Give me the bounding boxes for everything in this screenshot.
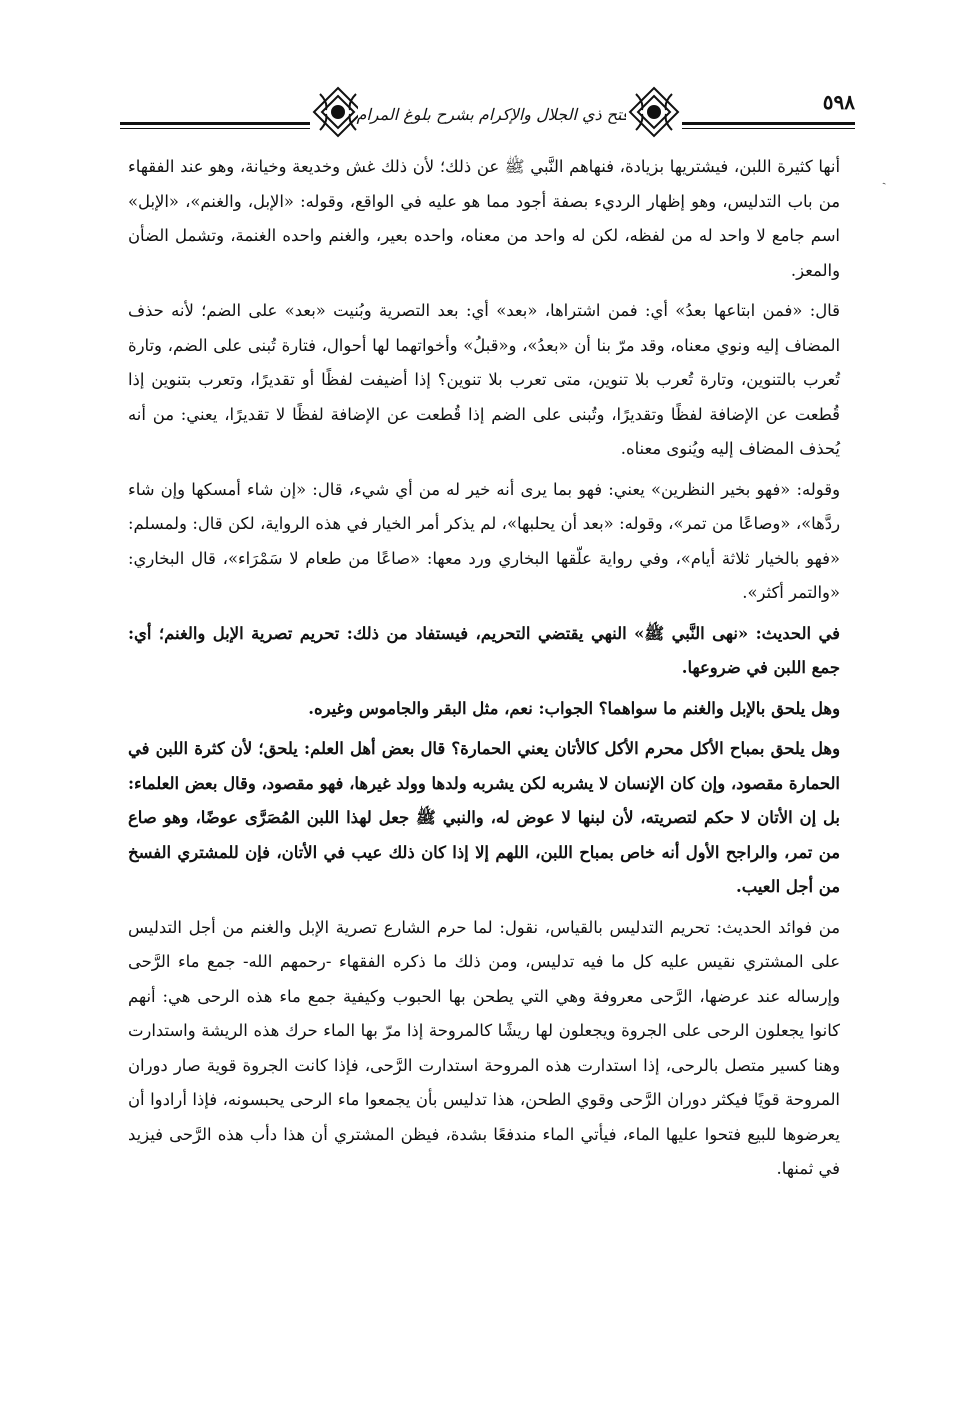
paragraph-1: أنها كثيرة اللبن، فيشتريها بزيادة، فنهاهم النَّبي ﷺ عن ذلك؛ لأن ذلك غش وخديعة وخيانة، وهو عند الفقهاء من باب التدليس، وهو إظهار الرديء بصفة أجود مما هو عليه في الواقع، وقوله: «الإبل، والغنم»، «الإبل» اسم جامع لا واحد له من لفظه، لكن له واحد من معناه، واحده بعير، والغنم واحده الغنمة، وتشمل الضأن والمعز. [128,157,840,280]
running-title-box [358,96,628,132]
paragraph-5: وهل يلحق بالإبل والغنم ما سواهما؟ الجواب: نعم، مثل البقر والجاموس وغيره. [308,698,840,718]
paragraph-2: قال: «فمن ابتاعها بعدُ» أي: فمن اشتراها، «بعد» أي: بعد التصرية وبُنيت «بعد» على الضم؛ لأنه حذف المضاف إليه ونوي معناه، وقد مرّ بنا أن «بعدُ»، و«قبلُ» وأخواتهما لها أحوال، فتارة تُبنى على الضم، وتارة تُعرب بالتنوين، وتارة تُعرب بلا تنوين، متى تعرب بلا تنوين؟ إذا أضيفت لفظًا أو تقديرًا، وتعرب بتنوين إذا قُطعت عن الإضافة لفظًا وتقديرًا، وتُبنى على الضم إذا قُطعت عن الإضافة لفظًا لا تقديرًا، يعني: من أنه يُحذف المضاف إليه ويُنوى معناه. [128,301,840,458]
paragraph-7: من فوائد الحديث: تحريم التدليس بالقياس، نقول: لما حرم الشارع تصرية الإبل والغنم من أجل التدليس على المشتري نقيس عليه كل ما فيه تدليس، ومن ذلك ما ذكره الفقهاء -رحمهم الله- جمع ماء الرَّحى وإرساله عند عرضها، الرَّحى معروفة وهي التي يطحن بها الحبوب وكيفية جمع ماء هذه الرحى هي: أنهم كانوا يجعلون الرحى على الجروة ويجعلون لها ريشًا كالمروحة إذا مرّ بها الماء حرك هذه الريشة واستدارت وهنا كسير متصل بالرحى، إذا استدارت هذه المروحة استدارت الرَّحى، فإذا كانت الجروة قوية صار دوران المروحة قويًا فيكثر دوران الرَّحى وقوي الطحن، هذا تدليس بأن يجمعوا ماء الرحى يحبسونه، فإذا أرادوا أن يعرضوها للبيع فتحوا عليها الماء، فيأتي الماء مندفعًا بشدة، فيظن المشتري أن هذا دأب هذه الرَّحى فيزيد في ثمنها. [128,917,840,1178]
page-number: ٥٩٨ [817,90,855,114]
ornament-right-icon [626,84,682,140]
page-header [120,78,855,148]
running-title: فتح ذي الجلال والإكرام بشرح بلوغ المرام [356,104,630,124]
body-text [128,150,840,1193]
margin-mark: ˎ [877,169,888,187]
paragraph-6: وهل يلحق بمباح الأكل محرم الأكل كالأتان يعني الحمارة؟ قال بعض أهل العلم: يلحق؛ لأن كثرة اللبن في الحمارة مقصود، وإن كان الإنسان لا يشربه لكن يشربه ولدها وولد غيرها، فهو مقصود، وقال بعض العلماء: بل إن الأتان لا حكم لتصريته، لأن لبنها لا عوض له، والنبي ﷺ جعل لهذا اللبن المُصَرَّى عوضًا، وهو صاع من تمر، والراجح الأول أنه خاص بمباح اللبن، اللهم إلا إذا كان ذلك عيب في الأتان، فإن للمشتري الفسخ من أجل العيب. [128,739,840,896]
paragraph-4: في الحديث: «نهى النَّبي ﷺ» النهي يقتضي التحريم، فيستفاد من ذلك: تحريم تصرية الإبل والغنم؛ أي: جمع اللبن في ضروعها. [128,623,840,677]
paragraph-3: وقوله: «فهو بخير النظرين» يعني: فهو بما يرى أنه خير له من أي شيء، قال: «إن شاء أمسكها وإن شاء ردَّها»، «وصاعًا من تمر»، وقوله: «بعد أن يحلبها»، لم يذكر أمر الخيار في هذه الرواية، لكن قال: ولمسلم: «فهو بالخيار ثلاثة أيام»، وفي رواية علّقها البخاري ورد معها: «صاعًا من طعام لا سَمْرَاء»، قال البخاري: «والتمر أكثر». [128,479,840,602]
